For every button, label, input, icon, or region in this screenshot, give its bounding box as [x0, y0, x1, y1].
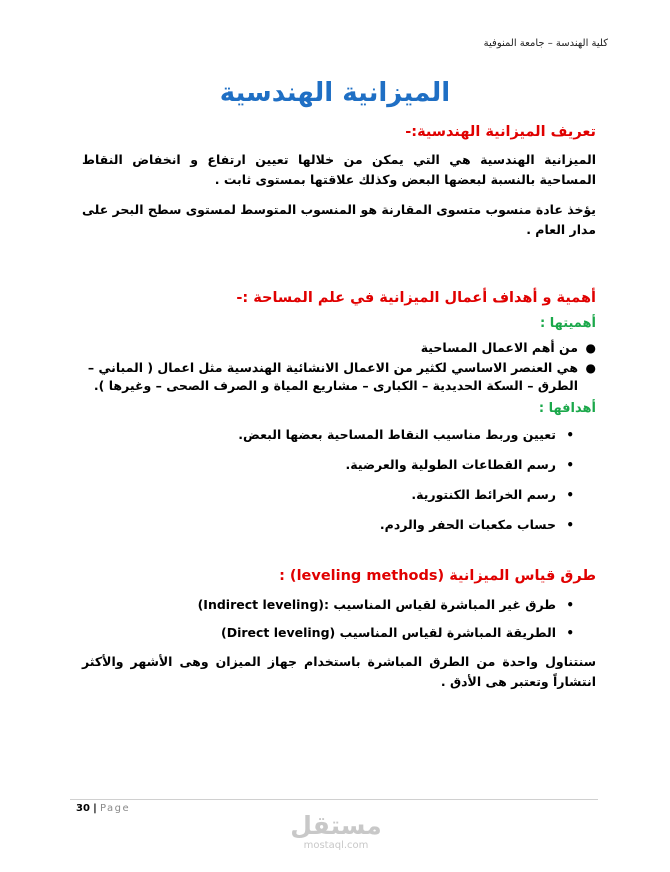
goals-subheading: أهدافها : [538, 401, 596, 416]
page-number: 30 [76, 803, 90, 814]
footer-divider [70, 799, 598, 800]
methods-section [82, 568, 596, 692]
bullet-icon: ● [585, 341, 596, 355]
importance-heading: أهمية و أهداف أعمال الميزانية في علم المساحة :- [236, 290, 596, 306]
methods-list [82, 596, 596, 642]
bullet-icon: ● [585, 361, 596, 375]
definition-heading: تعريف الميزانية الهندسية:- [405, 124, 596, 140]
definition-paragraph-2: يؤخذ عادة منسوب متسوى المقارنة هو المنسوب المتوسط لمستوى سطح البحر على مدار العام . [82, 202, 596, 237]
methods-paragraph: سنتناول واحدة من الطرق المباشرة باستخدام جهاز الميزان وهى الأشهر والأكثر انتشاراً وتعتبر هى الأدق . [82, 654, 596, 689]
watermark-logo [286, 812, 386, 852]
list-item: • رسم القطاعات الطولية والعرضية. [345, 457, 574, 472]
page-footer [76, 803, 130, 814]
definition-section [82, 124, 596, 240]
watermark-arabic: مستقل [290, 811, 382, 840]
running-header: كلية الهندسة – جامعة المنوفية [483, 38, 608, 49]
list-item: • تعيين وربط مناسيب النقاط المساحية بعضها البعض. [238, 427, 574, 442]
importance-list [82, 339, 596, 395]
bullet-icon: • [566, 488, 574, 502]
goals-list [82, 426, 596, 534]
bullet-icon: • [566, 598, 574, 612]
definition-paragraph-1: الميزانية الهندسية هي التي يمكن من خلالها تعيين ارتفاع و انخفاض النقاط المساحية بالنسبة لبعضها البعض وكذلك علاقتها بمستوى ثابت . [82, 152, 596, 187]
bullet-icon: • [566, 428, 574, 442]
importance-subheading: أهميتها : [540, 316, 596, 331]
bullet-icon: • [566, 626, 574, 640]
bullet-icon: • [566, 458, 574, 472]
list-item: ● من أهم الاعمال المساحية [420, 340, 596, 355]
list-item: • الطريقة المباشرة لقياس المناسيب (Direct leveling) [220, 625, 574, 640]
bullet-icon: • [566, 518, 574, 532]
list-item: • طرق غير المباشرة لقياس المناسيب :(Indirect leveling) [197, 597, 574, 612]
page-label: Page [99, 803, 131, 814]
methods-heading: طرق قياس الميزانية (leveling methods) : [279, 568, 596, 584]
list-item: • حساب مكعبات الحفر والردم. [379, 517, 574, 532]
page-title: الميزانية الهندسية [219, 78, 451, 108]
importance-section [82, 290, 596, 534]
list-item: ● هي العنصر الاساسي لكثير من الاعمال الانشائية الهندسية مثل اعمال ( المباني – الطرق – السكة الحديدية – الكبارى – مشاريع المياة و الصرف الصحى – وغيرها ). [87, 360, 596, 393]
footer-separator: | [93, 803, 97, 814]
list-item: • رسم الخرائط الكنتورية. [411, 487, 574, 502]
watermark-latin: mostaql.com [303, 840, 369, 851]
